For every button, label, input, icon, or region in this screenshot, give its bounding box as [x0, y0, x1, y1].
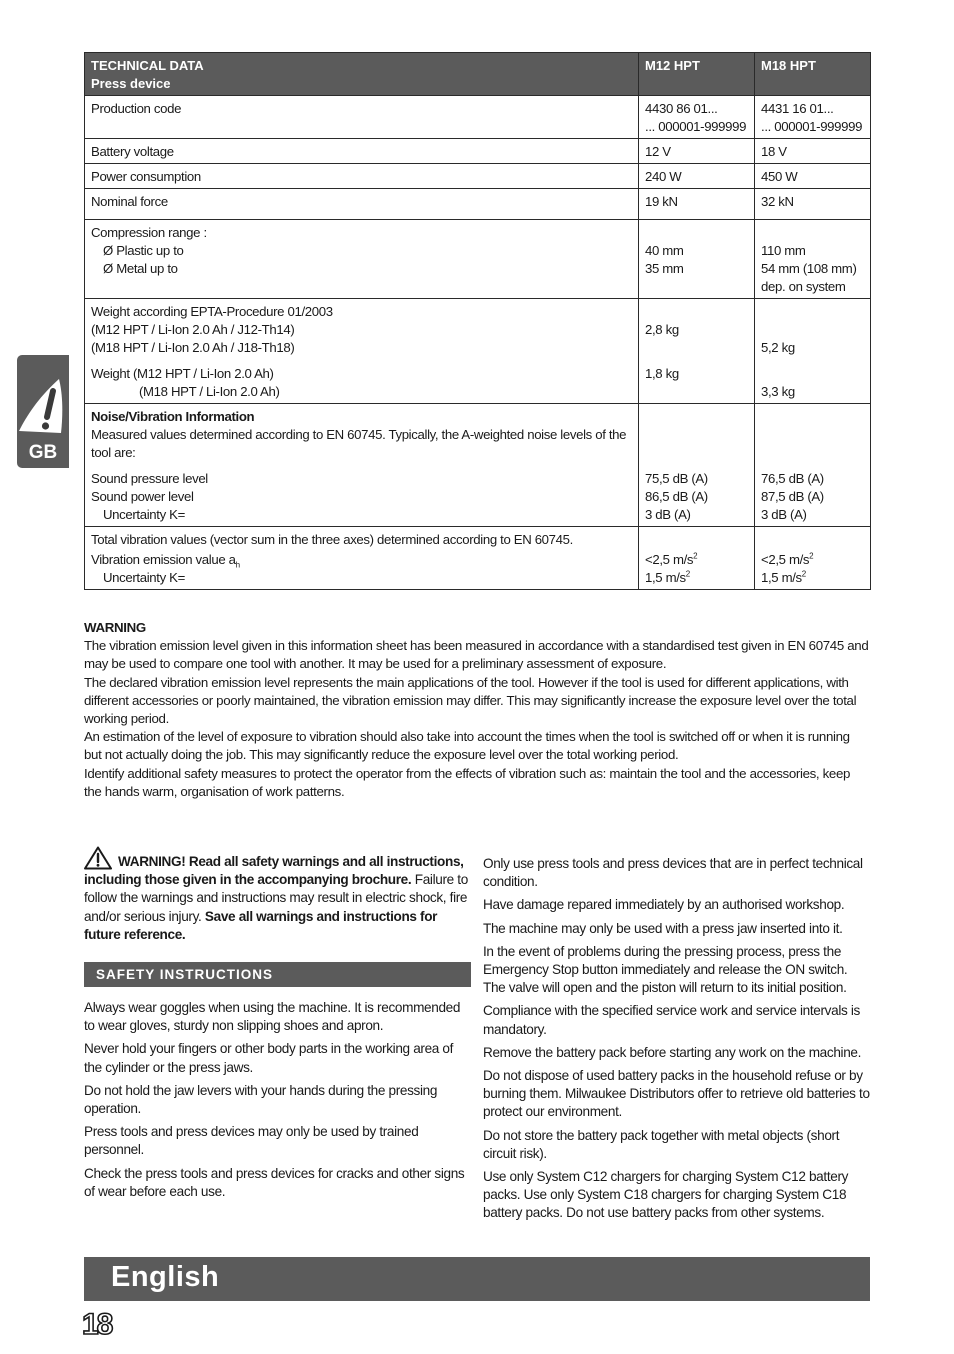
cell-line: dep. on system — [761, 279, 846, 294]
cell-line: (M12 HPT / Li-Ion 2.0 Ah / J12-Th14) — [91, 322, 295, 337]
spacer — [761, 303, 864, 321]
value-text: <2,5 m/s — [645, 552, 694, 567]
instruction-item: Do not hold the jaw levers with your hands during the pressing operation. — [84, 1082, 438, 1117]
cell-line: (M18 HPT / Li-Ion 2.0 Ah / J18-Th18) — [91, 340, 295, 355]
value-text: 1,5 m/s — [645, 570, 686, 585]
cell-value: 19 kN — [639, 189, 755, 220]
cell-value — [639, 527, 755, 590]
cell-value: 18 V — [755, 139, 871, 164]
superscript: 2 — [693, 551, 698, 561]
spacer — [761, 426, 864, 444]
left-column — [84, 846, 471, 1206]
spacer — [645, 339, 748, 357]
warning-paragraph: An estimation of the level of exposure to vibration should also take into account the times when the tool is switched off or when it is running but not actually doing the job. This may significantly reduce the exposure level over the total working period. — [84, 729, 850, 763]
table-title: TECHNICAL DATA — [91, 58, 204, 73]
vibration-warning — [84, 619, 870, 801]
spacer — [91, 278, 632, 296]
cell-line: 3 dB (A) — [645, 507, 691, 522]
cell-value — [755, 404, 871, 527]
warning-bold-text: WARNING! Read all safety warnings and all instructions, including those given in the accompanying brochure. — [84, 854, 464, 888]
instruction-item: Compliance with the specified service work and service intervals is mandatory. — [483, 1003, 860, 1037]
cell-line: Weight (M12 HPT / Li-Ion 2.0 Ah) — [91, 366, 274, 381]
spacer — [645, 224, 748, 242]
exclamation-warning-icon — [17, 375, 69, 437]
cell-value — [755, 96, 871, 139]
emission-label: Vibration emission value a — [91, 552, 236, 567]
cell-value — [755, 527, 871, 590]
cell-line: 35 mm — [645, 261, 684, 276]
superscript: 2 — [809, 551, 814, 561]
cell-value: 12 V — [639, 139, 755, 164]
column-header-m18: M18 HPT — [755, 53, 871, 96]
cell-line: 110 mm — [761, 243, 806, 258]
instruction-item: In the event of problems during the pressing process, press the Emergency Stop button immediately and release the ON switch. The valve will open and the piston will return to its initial position. — [483, 943, 848, 996]
table-header-title — [85, 53, 639, 96]
instruction-item: Remove the battery pack before starting any work on the machine. — [483, 1044, 862, 1060]
value-text: <2,5 m/s — [761, 552, 810, 567]
warning-triangle-icon — [84, 846, 112, 870]
spacer — [91, 357, 632, 365]
safety-warning-intro — [84, 846, 471, 944]
table-row — [85, 527, 871, 590]
row-label — [85, 299, 639, 404]
warning-text: Failure to follow the warnings and instructions may result in electric shock, fire and/or serious injury. — [84, 872, 468, 924]
cell-value: 240 W — [639, 164, 755, 189]
cell-line: 54 mm (108 mm) — [761, 261, 857, 276]
cell-value: 450 W — [755, 164, 871, 189]
cell-line: 76,5 dB (A) — [761, 471, 824, 486]
spacer — [761, 321, 864, 339]
value-text: 1,5 m/s — [761, 570, 802, 585]
row-label — [85, 220, 639, 299]
cell-line: Weight according EPTA-Procedure 01/2003 — [91, 304, 333, 319]
cell-value — [639, 299, 755, 404]
superscript: 2 — [685, 569, 690, 579]
instruction-item: Press tools and press devices may only be used by trained personnel. — [84, 1124, 419, 1158]
table-row — [85, 404, 871, 527]
spacer — [645, 303, 748, 321]
spacer — [761, 224, 864, 242]
cell-line: 5,2 kg — [761, 340, 795, 355]
cell-value — [639, 96, 755, 139]
cell-line: 4430 86 01... — [645, 101, 718, 116]
column-header-m12: M12 HPT — [639, 53, 755, 96]
page-number: 18 — [82, 1308, 112, 1341]
cell-value — [639, 220, 755, 299]
cell-line: 4431 16 01... — [761, 101, 834, 116]
cell-line: (M18 HPT / Li-Ion 2.0 Ah) — [139, 384, 280, 399]
cell-line — [761, 569, 864, 587]
noise-description: Measured values determined according to EN 60745. Typically, the A-weighted noise levels of the tool are: — [91, 427, 627, 460]
spacer — [761, 408, 864, 426]
spacer — [645, 408, 748, 426]
cell-line: 87,5 dB (A) — [761, 489, 824, 504]
spacer — [645, 444, 748, 462]
footer-language-label: English — [111, 1261, 220, 1293]
cell-line: Compression range : — [91, 225, 207, 240]
instruction-item: Only use press tools and press devices that are in perfect technical condition. — [483, 856, 863, 890]
noise-title: Noise/Vibration Information — [91, 409, 255, 424]
cell-line: 3,3 kg — [761, 384, 795, 399]
spacer — [91, 462, 632, 470]
cell-line: Ø Metal up to — [103, 261, 178, 276]
safety-instructions-header: SAFETY INSTRUCTIONS — [84, 962, 471, 987]
cell-line: 86,5 dB (A) — [645, 489, 708, 504]
cell-line: Sound power level — [91, 489, 194, 504]
cell-line: ... 000001-999999 — [761, 119, 863, 134]
cell-line: ... 000001-999999 — [645, 119, 747, 134]
row-label — [85, 527, 639, 590]
vibration-description: Total vibration values (vector sum in the three axes) determined according to EN 60745. — [91, 532, 573, 547]
instruction-item: Always wear goggles when using the machine. It is recommended to wear gloves, sturdy non slipping shoes and apron. — [84, 1000, 461, 1034]
spacer — [761, 462, 864, 470]
row-label — [85, 404, 639, 527]
warning-paragraph: The declared vibration emission level represents the main applications of the tool. However if the tool is used for different applications, with different accessories or poorly maintained, the vibration emission may differ. This may significantly increase the exposure level over the total working period. — [84, 674, 857, 727]
cell-line: 3 dB (A) — [761, 507, 807, 522]
warning-bold-text-2: Save all warnings and instructions for future reference. — [84, 908, 438, 942]
cell-line: 1,8 kg — [645, 366, 679, 381]
instruction-item: Do not dispose of used battery packs in the household refuse or by burning them. Milwaukee Distributors offer to retrieve old batteries to protect our environment. — [483, 1068, 870, 1120]
cell-line: Uncertainty K= — [103, 570, 185, 585]
cell-line: Ø Plastic up to — [103, 243, 184, 258]
spacer — [645, 462, 748, 470]
cell-line: 75,5 dB (A) — [645, 471, 708, 486]
row-label: Nominal force — [85, 189, 639, 220]
spacer — [645, 531, 748, 551]
warning-title: WARNING — [84, 620, 146, 635]
right-column — [483, 855, 870, 1228]
row-label: Power consumption — [85, 164, 639, 189]
spacer — [761, 357, 864, 365]
cell-value — [639, 404, 755, 527]
instruction-item: Never hold your fingers or other body parts in the working area of the cylinder or the press jaws. — [84, 1041, 454, 1075]
table-row — [85, 299, 871, 404]
table-header-row — [85, 53, 871, 96]
subscript: h — [235, 560, 240, 570]
table-row — [85, 164, 871, 189]
table-row — [85, 220, 871, 299]
warning-paragraph: Identify additional safety measures to protect the operator from the effects of vibration such as: maintain the tool and the accessories, keep the hands warm, organisation of work patterns. — [84, 765, 851, 799]
spacer — [645, 357, 748, 365]
table-subtitle: Press device — [91, 76, 171, 91]
cell-line: Sound pressure level — [91, 471, 208, 486]
cell-line: 2,8 kg — [645, 322, 679, 337]
cell-line — [91, 551, 632, 569]
cell-line — [645, 551, 748, 569]
instruction-item: Check the press tools and press devices for cracks and other signs of wear before each use. — [84, 1165, 465, 1199]
cell-line — [761, 551, 864, 569]
table-row — [85, 139, 871, 164]
spacer — [645, 426, 748, 444]
instruction-item: Use only System C12 chargers for charging System C12 battery packs. Use only System C18 chargers for charging System C18 battery packs. Do not use battery packs from other systems. — [483, 1169, 849, 1221]
warning-paragraph: The vibration emission level given in this information sheet has been measured in accordance with a standardised test given in EN 60745 and may be used to compare one tool with another. It may be used for a preliminary assessment of exposure. — [84, 638, 869, 672]
spacer — [761, 365, 864, 383]
cell-line: Uncertainty K= — [103, 507, 185, 522]
spacer — [761, 444, 864, 462]
row-label: Production code — [85, 96, 639, 139]
technical-data-table — [84, 52, 871, 590]
cell-value — [755, 299, 871, 404]
table-row — [85, 96, 871, 139]
instruction-item: Do not store the battery pack together with metal objects (short circuit risk). — [483, 1127, 840, 1161]
cell-value — [755, 220, 871, 299]
row-label: Battery voltage — [85, 139, 639, 164]
superscript: 2 — [801, 569, 806, 579]
table-row — [85, 189, 871, 220]
footer-language-bar — [84, 1257, 870, 1301]
language-tab — [17, 355, 69, 468]
cell-line — [645, 569, 748, 587]
instruction-item: Have damage repared immediately by an authorised workshop. — [483, 897, 845, 913]
cell-line: 40 mm — [645, 243, 684, 258]
cell-value: 32 kN — [755, 189, 871, 220]
language-code: GB — [28, 442, 58, 463]
instruction-item: The machine may only be used with a press jaw inserted into it. — [483, 920, 843, 936]
spacer — [761, 531, 864, 551]
